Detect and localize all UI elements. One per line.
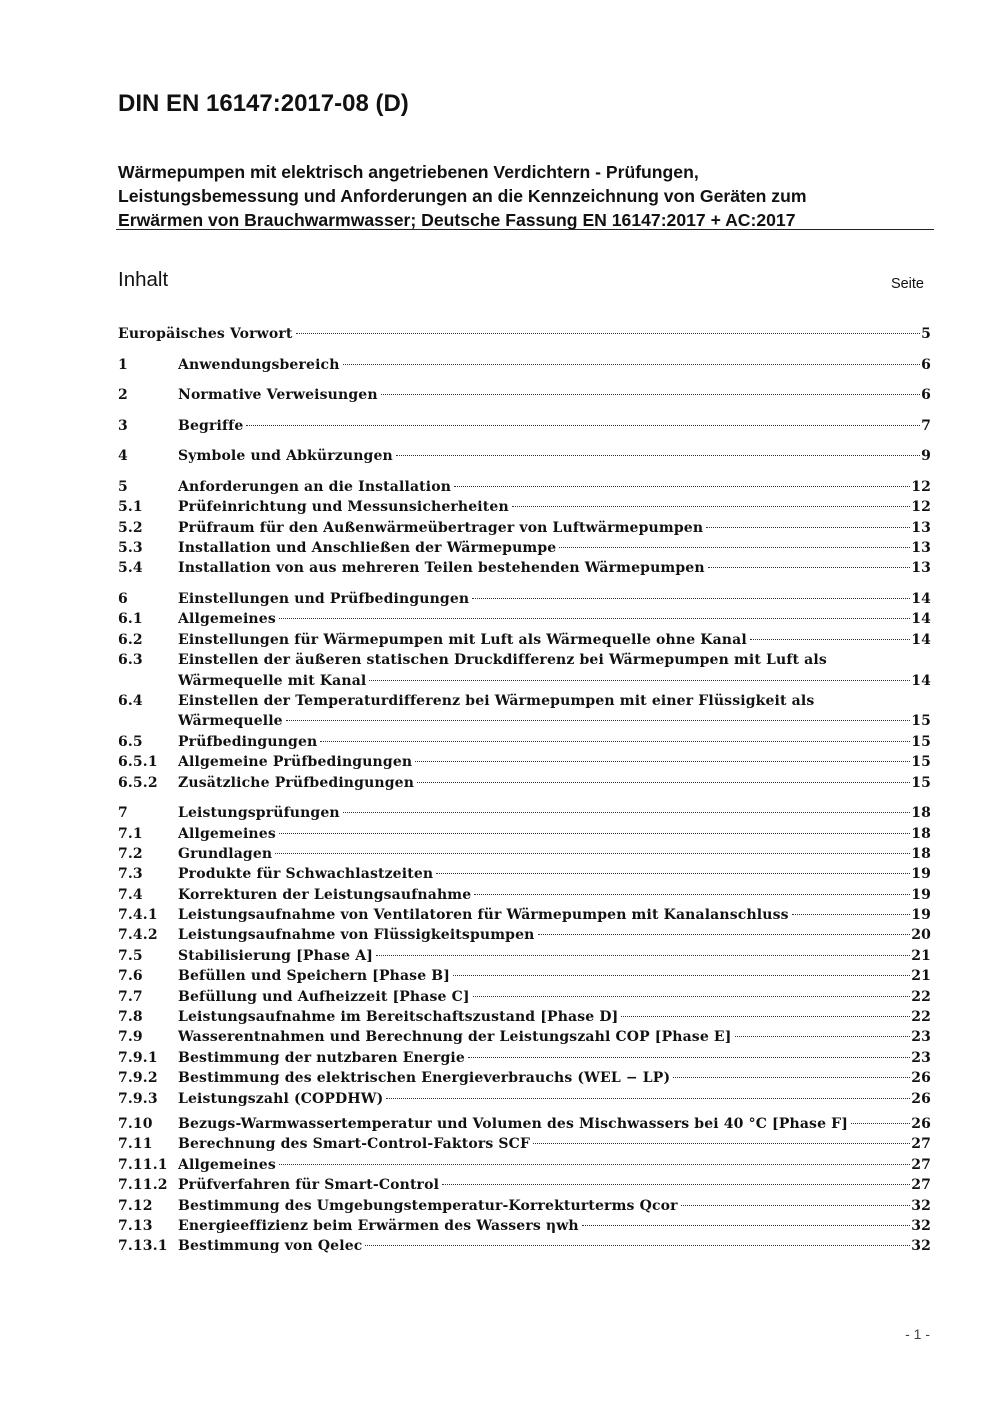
toc-leader-dots	[415, 761, 910, 762]
toc-entry-title: Befüllen und Speichern [Phase B]	[178, 968, 451, 985]
toc-entry-page: 7	[921, 417, 931, 434]
toc-entry[interactable]	[118, 540, 931, 560]
toc-entry-title: Prüfverfahren für Smart-Control	[178, 1177, 440, 1194]
toc-group-gap	[118, 581, 931, 591]
toc-entry[interactable]	[118, 418, 931, 438]
toc-entry-page: 32	[911, 1238, 931, 1255]
toc-entry[interactable]	[118, 805, 931, 825]
toc-leader-dots	[706, 527, 910, 528]
toc-entry-page: 27	[911, 1156, 931, 1173]
toc-entry[interactable]	[118, 693, 931, 713]
toc-leader-dots	[533, 1143, 910, 1144]
toc-entry[interactable]	[118, 1070, 931, 1090]
toc-entry-title: Korrekturen der Leistungsaufnahme	[178, 886, 472, 903]
toc-entry-number: 6.3	[118, 652, 143, 669]
toc-entry-page: 13	[911, 560, 931, 577]
toc-entry[interactable]	[118, 734, 931, 754]
toc-entry[interactable]	[118, 948, 931, 968]
toc-leader-dots	[320, 741, 910, 742]
toc-entry-title: Leistungsaufnahme von Ventilatoren für Wärmepumpen mit Kanalanschluss	[178, 907, 789, 924]
toc-entry-number: 5.3	[118, 540, 143, 557]
toc-entry-page: 21	[911, 968, 931, 985]
toc-entry-title: Einstellen der Temperaturdifferenz bei Wärmepumpen mit einer Flüssigkeit als	[178, 692, 815, 709]
toc-entry-page: 14	[911, 591, 931, 608]
toc-entry-page: 5	[921, 326, 931, 342]
toc-entry-title: Europäisches Vorwort	[118, 326, 293, 342]
toc-entry-page: 22	[911, 988, 931, 1005]
toc-entry-continuation[interactable]	[118, 673, 931, 693]
toc-entry[interactable]	[118, 632, 931, 652]
toc-entry-title: Leistungsaufnahme von Flüssigkeitspumpen	[178, 927, 535, 944]
toc-entry-number: 7.6	[118, 968, 143, 985]
toc-entry-page: 23	[911, 1029, 931, 1046]
toc-entry-page: 12	[911, 499, 931, 516]
toc-entry-title: Normative Verweisungen	[178, 387, 378, 404]
toc-entry[interactable]	[118, 775, 931, 795]
toc-entry-page: 19	[911, 886, 931, 903]
toc-entry-number: 3	[118, 417, 128, 434]
toc-entry-title: Einstellen der äußeren statischen Druckdifferenz bei Wärmepumpen mit Luft als	[178, 652, 827, 669]
toc-entry-title: Wasserentnahmen und Berechnung der Leistungszahl COP [Phase E]	[178, 1029, 732, 1046]
toc-leader-dots	[279, 1164, 910, 1165]
toc-entry-title: Allgemeine Prüfbedingungen	[178, 754, 413, 771]
toc-entry-title: Prüfbedingungen	[178, 733, 318, 750]
toc-leader-dots	[365, 1245, 910, 1246]
toc-heading: Inhalt	[118, 268, 169, 291]
table-of-contents	[118, 326, 931, 1259]
toc-entry-number: 6.1	[118, 611, 143, 628]
toc-entry-title: Bestimmung des Umgebungstemperatur-Korrekturterms Qcor	[178, 1197, 678, 1214]
toc-entry-number: 7.10	[118, 1115, 153, 1132]
toc-entry[interactable]	[118, 560, 931, 580]
toc-entry[interactable]	[118, 866, 931, 886]
toc-entry-title: Leistungszahl (COPDHW)	[178, 1090, 384, 1107]
toc-entry-number: 7.9.2	[118, 1070, 158, 1087]
toc-entry-page: 27	[911, 1177, 931, 1194]
toc-entry[interactable]	[118, 357, 931, 377]
toc-leader-dots	[279, 618, 910, 619]
toc-entry-title-continued: Wärmequelle mit Kanal	[178, 672, 367, 689]
toc-entry-page: 18	[911, 845, 931, 862]
page-number: - 1 -	[905, 1326, 930, 1342]
toc-leader-dots	[559, 547, 910, 548]
toc-entry-page: 15	[911, 774, 931, 791]
toc-entry[interactable]	[118, 927, 931, 947]
toc-entry-page: 23	[911, 1049, 931, 1066]
toc-entry-number: 7.13.1	[118, 1238, 168, 1255]
toc-entry-number: 7.9.3	[118, 1090, 158, 1107]
toc-leader-dots	[750, 639, 910, 640]
toc-entry-page: 22	[911, 1009, 931, 1026]
toc-entry-page: 32	[911, 1197, 931, 1214]
toc-leader-dots	[343, 812, 910, 813]
toc-leader-dots	[735, 1036, 911, 1037]
toc-entry-page: 12	[911, 478, 931, 495]
toc-entry-page: 21	[911, 947, 931, 964]
toc-leader-dots	[453, 975, 910, 976]
toc-group-gap	[118, 408, 931, 418]
subtitle-line: Leistungsbemessung und Anforderungen an die Kennzeichnung von Geräten zum	[118, 186, 807, 206]
toc-group-gap	[118, 377, 931, 387]
toc-leader-dots	[454, 486, 910, 487]
toc-leader-dots	[417, 782, 910, 783]
toc-entry[interactable]	[118, 754, 931, 774]
toc-leader-dots	[279, 833, 910, 834]
toc-entry[interactable]	[118, 989, 931, 1009]
toc-entry-page: 26	[911, 1115, 931, 1132]
toc-leader-dots	[436, 873, 910, 874]
toc-entry-number: 7.3	[118, 866, 143, 883]
toc-entry-title: Bezugs-Warmwassertemperatur und Volumen des Mischwassers bei 40 °C [Phase F]	[178, 1115, 849, 1132]
toc-entry-title: Zusätzliche Prüfbedingungen	[178, 774, 415, 791]
toc-entry-number: 2	[118, 387, 128, 404]
toc-leader-dots	[286, 720, 910, 721]
toc-entry[interactable]	[118, 520, 931, 540]
toc-entry-page: 15	[911, 713, 931, 730]
toc-entry[interactable]	[118, 887, 931, 907]
toc-entry-page: 26	[911, 1090, 931, 1107]
title-divider	[116, 229, 934, 230]
toc-entry[interactable]	[118, 387, 931, 407]
toc-leader-dots	[369, 680, 910, 681]
toc-entry-number: 7	[118, 805, 128, 822]
toc-entry-title: Allgemeines	[178, 1156, 276, 1173]
toc-entry-number: 1	[118, 356, 128, 373]
subtitle-line: Erwärmen von Brauchwarmwasser; Deutsche Fassung EN 16147:2017 + AC:2017	[118, 210, 796, 230]
toc-entry-title: Prüfraum für den Außenwärmeübertrager von Luftwärmepumpen	[178, 519, 704, 536]
toc-entry[interactable]	[118, 907, 931, 927]
toc-entry[interactable]	[118, 591, 931, 611]
toc-leader-dots	[468, 1057, 910, 1058]
toc-entry-title: Bestimmung des elektrischen Energieverbrauchs (WEL − LP)	[178, 1070, 671, 1087]
toc-entry-number: 7.4.2	[118, 927, 158, 944]
document-title: DIN EN 16147:2017-08 (D)	[118, 90, 409, 117]
toc-entry-number: 5.4	[118, 560, 143, 577]
toc-entry[interactable]	[118, 499, 931, 519]
toc-leader-dots	[538, 934, 911, 935]
toc-entry-page: 15	[911, 733, 931, 750]
toc-entry-page: 27	[911, 1136, 931, 1153]
toc-leader-dots	[376, 955, 910, 956]
toc-entry[interactable]	[118, 1157, 931, 1177]
toc-entry-title: Energieeffizienz beim Erwärmen des Wassers ηwh	[178, 1217, 579, 1234]
toc-entry[interactable]	[118, 1009, 931, 1029]
toc-entry-title: Berechnung des Smart-Control-Faktors SCF	[178, 1136, 531, 1153]
toc-leader-dots	[792, 914, 911, 915]
toc-leader-dots	[673, 1077, 910, 1078]
toc-entry-number: 7.8	[118, 1009, 143, 1026]
toc-entry-title: Produkte für Schwachlastzeiten	[178, 866, 434, 883]
toc-leader-dots	[246, 425, 920, 426]
toc-entry-number: 7.11.1	[118, 1156, 168, 1173]
toc-entry-page: 13	[911, 519, 931, 536]
toc-entry-title: Leistungsprüfungen	[178, 805, 340, 822]
toc-entry[interactable]	[118, 652, 931, 672]
toc-entry-page: 14	[911, 631, 931, 648]
toc-leader-dots	[396, 455, 920, 456]
toc-entry[interactable]	[118, 968, 931, 988]
toc-entry-title: Anforderungen an die Installation	[178, 478, 452, 495]
toc-entry[interactable]	[118, 1177, 931, 1197]
toc-entry-number: 6.5.2	[118, 774, 158, 791]
toc-entry-number: 7.1	[118, 825, 143, 842]
toc-leader-dots	[381, 394, 920, 395]
toc-entry-number: 7.9	[118, 1029, 143, 1046]
subtitle-line: Wärmepumpen mit elektrisch angetriebenen Verdichtern - Prüfungen,	[118, 162, 699, 182]
toc-entry-continuation[interactable]	[118, 713, 931, 733]
toc-entry-number: 7.11	[118, 1136, 153, 1153]
toc-entry-number: 7.4	[118, 886, 143, 903]
toc-entry-page: 15	[911, 754, 931, 771]
toc-entry-title: Allgemeines	[178, 611, 276, 628]
toc-entry[interactable]	[118, 1116, 931, 1136]
toc-entry-page: 19	[911, 866, 931, 883]
toc-entry-page: 14	[911, 672, 931, 689]
document-subtitle	[118, 160, 933, 232]
toc-leader-dots	[474, 894, 910, 895]
toc-entry-number: 6.4	[118, 692, 143, 709]
toc-entry-title: Allgemeines	[178, 825, 276, 842]
toc-entry-page: 9	[921, 448, 931, 465]
toc-leader-dots	[851, 1123, 910, 1124]
toc-entry-number: 5.1	[118, 499, 143, 516]
toc-entry[interactable]	[118, 326, 931, 346]
toc-entry-page: 14	[911, 611, 931, 628]
toc-leader-dots	[386, 1098, 910, 1099]
toc-leader-dots	[708, 567, 911, 568]
toc-entry-number: 7.13	[118, 1217, 153, 1234]
toc-entry-page: 19	[911, 907, 931, 924]
toc-leader-dots	[681, 1205, 911, 1206]
toc-entry-title: Befüllung und Aufheizzeit [Phase C]	[178, 988, 470, 1005]
toc-leader-dots	[582, 1225, 910, 1226]
toc-entry-title: Einstellungen für Wärmepumpen mit Luft als Wärmequelle ohne Kanal	[178, 631, 747, 648]
toc-group-gap	[118, 469, 931, 479]
toc-entry-number: 6.5.1	[118, 754, 158, 771]
toc-entry-page: 32	[911, 1217, 931, 1234]
toc-entry-page: 18	[911, 825, 931, 842]
toc-entry-number: 5	[118, 478, 128, 495]
toc-entry-title: Bestimmung der nutzbaren Energie	[178, 1049, 465, 1066]
toc-entry[interactable]	[118, 1029, 931, 1049]
toc-entry[interactable]	[118, 1050, 931, 1070]
toc-entry-title: Symbole und Abkürzungen	[178, 448, 393, 465]
toc-entry-number: 4	[118, 448, 128, 465]
toc-leader-dots	[343, 364, 921, 365]
toc-entry-number: 7.11.2	[118, 1177, 168, 1194]
toc-entry-title: Installation von aus mehreren Teilen bestehenden Wärmepumpen	[178, 560, 705, 577]
toc-leader-dots	[275, 853, 910, 854]
page-column-label: Seite	[890, 276, 924, 292]
toc-entry-title: Stabilisierung [Phase A]	[178, 947, 374, 964]
toc-entry-page: 6	[921, 356, 931, 373]
toc-entry-number: 7.9.1	[118, 1049, 158, 1066]
toc-group-gap	[118, 438, 931, 448]
toc-leader-dots	[442, 1184, 910, 1185]
toc-entry-number: 7.7	[118, 988, 143, 1005]
toc-entry[interactable]	[118, 1136, 931, 1156]
toc-entry-number: 7.4.1	[118, 907, 158, 924]
toc-entry-page: 6	[921, 387, 931, 404]
toc-entry-title: Prüfeinrichtung und Messunsicherheiten	[178, 499, 509, 516]
toc-entry-title-continued: Wärmequelle	[178, 713, 283, 730]
toc-leader-dots	[472, 598, 910, 599]
toc-group-gap	[118, 795, 931, 805]
toc-leader-dots	[512, 506, 910, 507]
toc-entry-title: Leistungsaufnahme im Bereitschaftszustand [Phase D]	[178, 1009, 619, 1026]
toc-entry-title: Grundlagen	[178, 845, 273, 862]
toc-entry[interactable]	[118, 611, 931, 631]
toc-group-gap	[118, 346, 931, 356]
toc-leader-dots	[473, 996, 911, 997]
toc-entry-page: 13	[911, 540, 931, 557]
toc-entry-number: 6	[118, 591, 128, 608]
toc-entry-number: 7.2	[118, 845, 143, 862]
toc-entry[interactable]	[118, 1238, 931, 1258]
toc-entry-title: Installation und Anschließen der Wärmepumpe	[178, 540, 557, 557]
toc-entry-number: 7.12	[118, 1197, 153, 1214]
toc-entry[interactable]	[118, 826, 931, 846]
toc-entry-page: 26	[911, 1070, 931, 1087]
toc-leader-dots	[621, 1016, 910, 1017]
toc-entry-number: 6.5	[118, 733, 143, 750]
toc-entry-title: Begriffe	[178, 417, 244, 434]
toc-entry[interactable]	[118, 1091, 931, 1111]
toc-entry-number: 6.2	[118, 631, 143, 648]
toc-entry[interactable]	[118, 846, 931, 866]
toc-entry-number: 5.2	[118, 519, 143, 536]
toc-entry-page: 18	[911, 805, 931, 822]
toc-entry-title: Anwendungsbereich	[178, 356, 340, 373]
toc-entry-page: 20	[911, 927, 931, 944]
toc-entry[interactable]	[118, 448, 931, 468]
toc-entry-title: Bestimmung von Qelec	[178, 1238, 363, 1255]
toc-entry-number: 7.5	[118, 947, 143, 964]
toc-leader-dots	[296, 333, 921, 334]
toc-entry-title: Einstellungen und Prüfbedingungen	[178, 591, 470, 608]
toc-entry[interactable]	[118, 479, 931, 499]
toc-entry[interactable]	[118, 1218, 931, 1238]
toc-entry[interactable]	[118, 1198, 931, 1218]
